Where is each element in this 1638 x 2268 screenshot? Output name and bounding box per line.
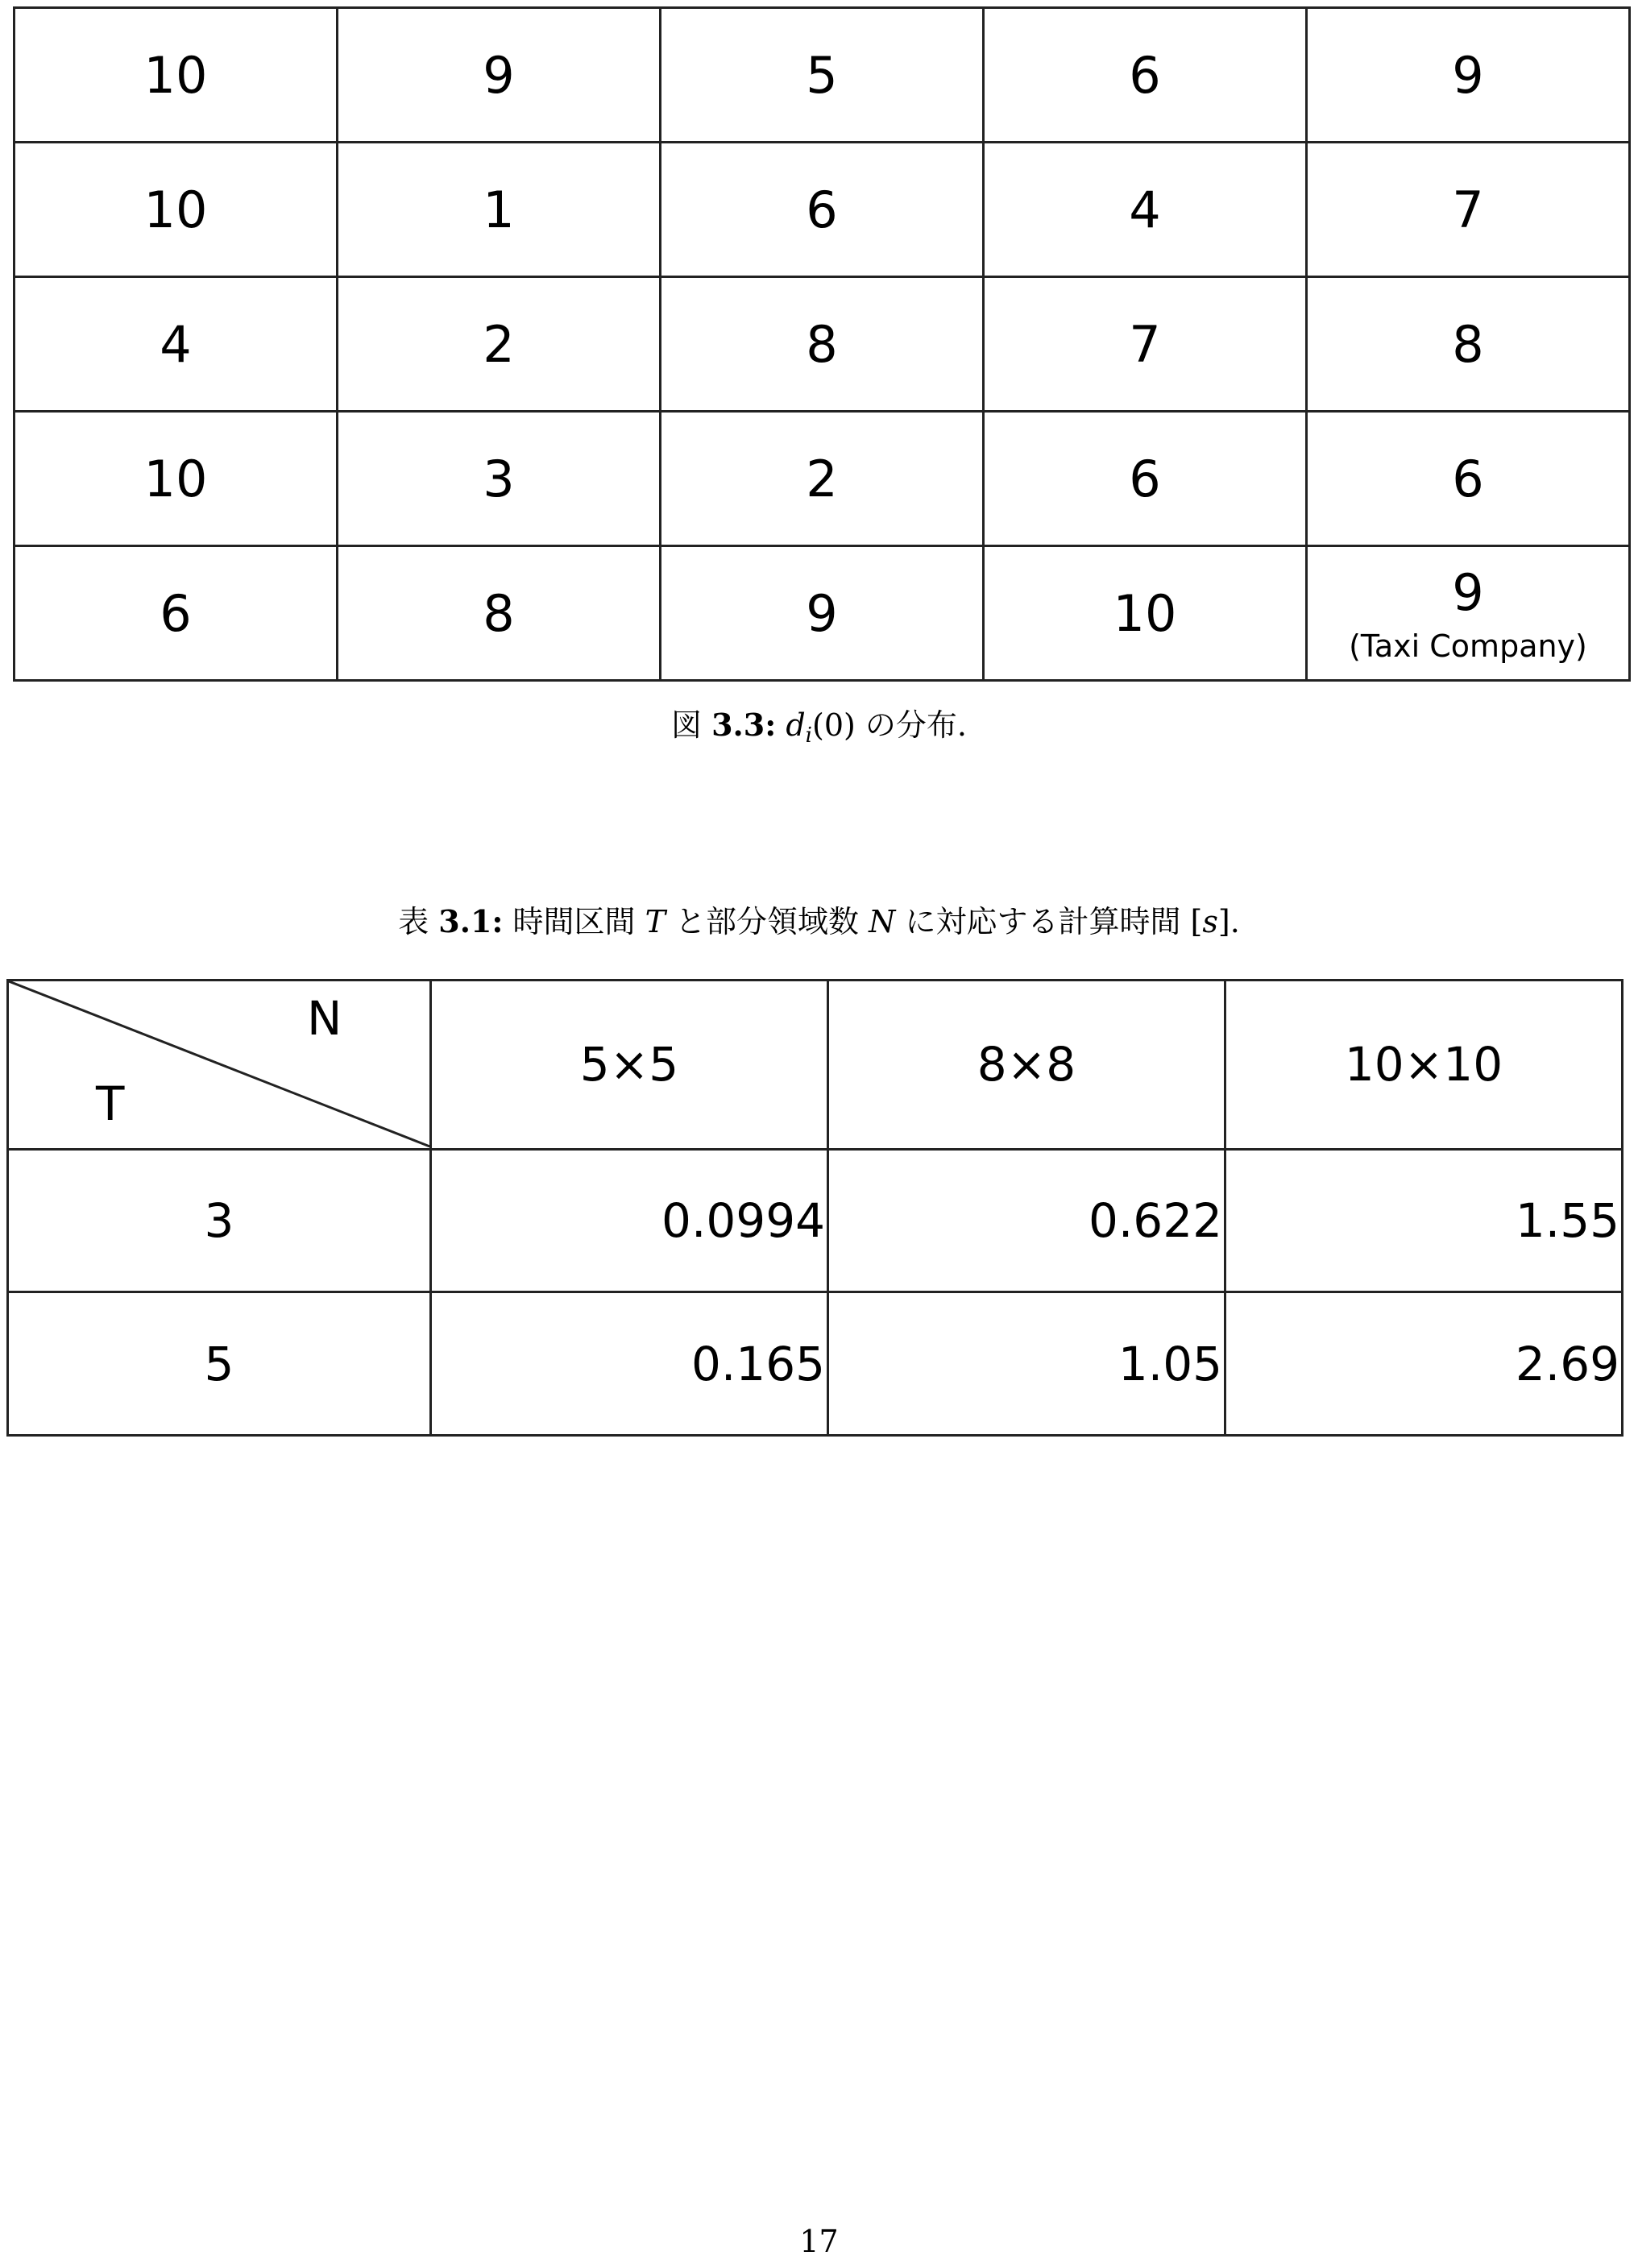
table-caption-part3: に対応する計算時間 [ <box>895 904 1203 939</box>
table-cell: 2.69 <box>1225 1292 1623 1436</box>
table-caption-unit: s <box>1202 904 1218 939</box>
grid-cell: 10 <box>15 412 338 546</box>
row-header-t: 5 <box>8 1292 431 1436</box>
table-caption <box>0 902 1638 941</box>
grid-cell: 6 <box>1307 412 1630 546</box>
column-header: 5×5 <box>431 981 828 1150</box>
grid-cell: 10 <box>984 546 1307 681</box>
table-header-row <box>8 981 1623 1150</box>
table-corner-cell <box>8 981 431 1150</box>
figure-caption-text: の分布. <box>855 707 967 743</box>
table-caption-part2: と部分領域数 <box>665 904 869 939</box>
table-caption-var-n: N <box>869 904 896 939</box>
grid-cell: 9 <box>661 546 984 681</box>
table-cell: 1.05 <box>828 1292 1225 1436</box>
grid-cell: 7 <box>1307 143 1630 277</box>
grid-row <box>15 8 1630 143</box>
grid-cell-value: 9 <box>1452 562 1484 622</box>
corner-col-header-n: N <box>307 991 342 1047</box>
table-caption-part1: 時間区間 <box>503 904 645 939</box>
table-cell: 0.622 <box>828 1149 1225 1292</box>
figure-caption <box>0 706 1638 755</box>
grid-cell: 3 <box>338 412 661 546</box>
grid-cell: 6 <box>15 546 338 681</box>
figure-caption-math-sub: i <box>805 724 812 748</box>
table-cell: 0.0994 <box>431 1149 828 1292</box>
corner-diagonal-line <box>9 981 429 1147</box>
figure-caption-math-d: d <box>786 707 806 743</box>
grid-cell-taxi-company <box>1307 546 1630 681</box>
column-header: 10×10 <box>1225 981 1623 1150</box>
table-caption-part4: ]. <box>1217 904 1240 939</box>
column-header: 8×8 <box>828 981 1225 1150</box>
distribution-grid <box>13 6 1631 682</box>
grid-row <box>15 277 1630 412</box>
figure-caption-math-arg: (0) <box>812 707 856 743</box>
grid-cell: 6 <box>661 143 984 277</box>
corner-row-header-t: T <box>96 1076 125 1132</box>
grid-cell: 1 <box>338 143 661 277</box>
table-caption-var-t: T <box>645 904 666 939</box>
grid-cell: 8 <box>338 546 661 681</box>
grid-cell: 10 <box>15 143 338 277</box>
grid-row <box>15 412 1630 546</box>
grid-cell: 6 <box>984 8 1307 143</box>
table-cell: 0.165 <box>431 1292 828 1436</box>
figure-caption-prefix: 図 <box>671 707 703 743</box>
table-row <box>8 1149 1623 1292</box>
grid-cell: 8 <box>1307 277 1630 412</box>
computation-time-table <box>6 979 1623 1437</box>
grid-cell: 2 <box>338 277 661 412</box>
grid-row <box>15 143 1630 277</box>
grid-cell: 6 <box>984 412 1307 546</box>
grid-cell: 2 <box>661 412 984 546</box>
grid-cell: 4 <box>984 143 1307 277</box>
grid-cell: 5 <box>661 8 984 143</box>
grid-cell: 9 <box>338 8 661 143</box>
table-caption-number: 3.1: <box>438 903 504 939</box>
taxi-company-note: (Taxi Company) <box>1349 628 1587 664</box>
figure-caption-number: 3.3: <box>711 707 777 743</box>
grid-cell: 8 <box>661 277 984 412</box>
grid-cell: 9 <box>1307 8 1630 143</box>
table-row <box>8 1292 1623 1436</box>
row-header-t: 3 <box>8 1149 431 1292</box>
grid-cell: 7 <box>984 277 1307 412</box>
grid-cell: 4 <box>15 277 338 412</box>
grid-cell: 10 <box>15 8 338 143</box>
table-cell: 1.55 <box>1225 1149 1623 1292</box>
page-number: 17 <box>799 2224 839 2259</box>
table-caption-prefix: 表 <box>398 904 429 939</box>
grid-row <box>15 546 1630 681</box>
